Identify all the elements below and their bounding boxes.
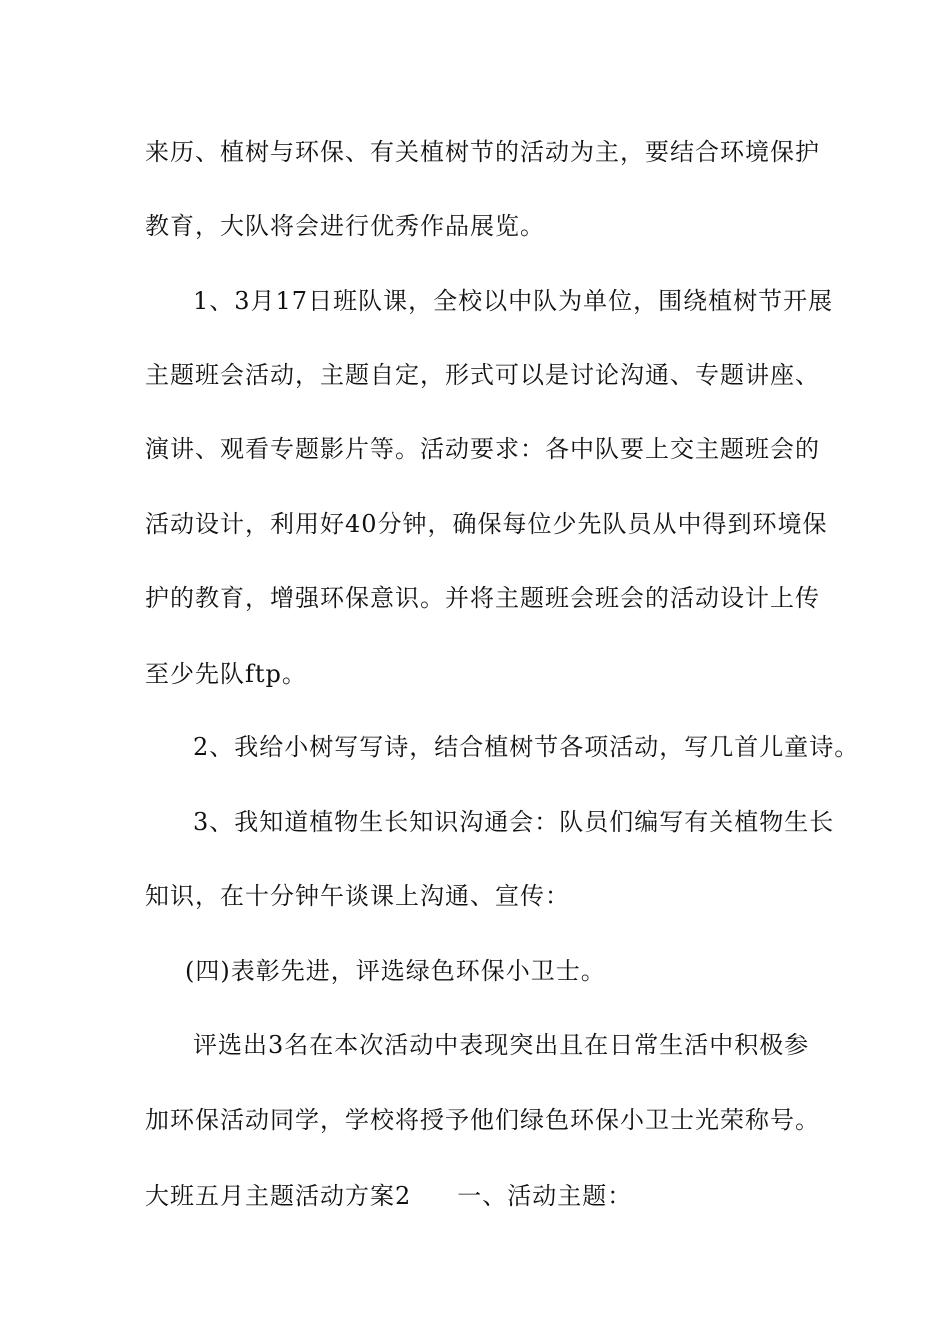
- paragraph-line: 活动设计，利用好40分钟，确保每位少先队员从中得到环境保: [145, 510, 828, 538]
- paragraph-line: 知识，在十分钟午谈课上沟通、宣传：: [145, 882, 570, 910]
- paragraph-line: 演讲、观看专题影片等。活动要求：各中队要上交主题班会的: [145, 435, 820, 463]
- paragraph-line: 评选出3名在本次活动中表现突出且在日常生活中积极参: [193, 1031, 810, 1059]
- paragraph-line: 2、我给小树写写诗，结合植树节各项活动，写几首儿童诗。: [193, 733, 860, 761]
- paragraph-line: 护的教育，增强环保意识。并将主题班会班会的活动设计上传: [145, 584, 820, 612]
- paragraph-line: 主题班会活动，主题自定，形式可以是讨论沟通、专题讲座、: [145, 361, 820, 389]
- paragraph-line: 教育，大队将会进行优秀作品展览。: [145, 212, 545, 240]
- section-title: 大班五月主题活动方案2: [145, 1182, 412, 1210]
- section-title-line: [145, 1180, 632, 1212]
- paragraph-line: 来历、植树与环保、有关植树节的活动为主，要结合环境保护: [145, 138, 820, 166]
- paragraph-line: 至少先队ftp。: [145, 660, 307, 688]
- section-subtitle: 一、活动主题：: [457, 1182, 633, 1210]
- paragraph-line: 1、3月17日班队课，全校以中队为单位，围绕植树节开展: [193, 287, 834, 315]
- section-heading: (四)表彰先进，评选绿色环保小卫士。: [185, 957, 606, 985]
- paragraph-line: 加环保活动同学，学校将授予他们绿色环保小卫士光荣称号。: [145, 1106, 820, 1134]
- paragraph-line: 3、我知道植物生长知识沟通会：队员们编写有关植物生长: [193, 808, 835, 836]
